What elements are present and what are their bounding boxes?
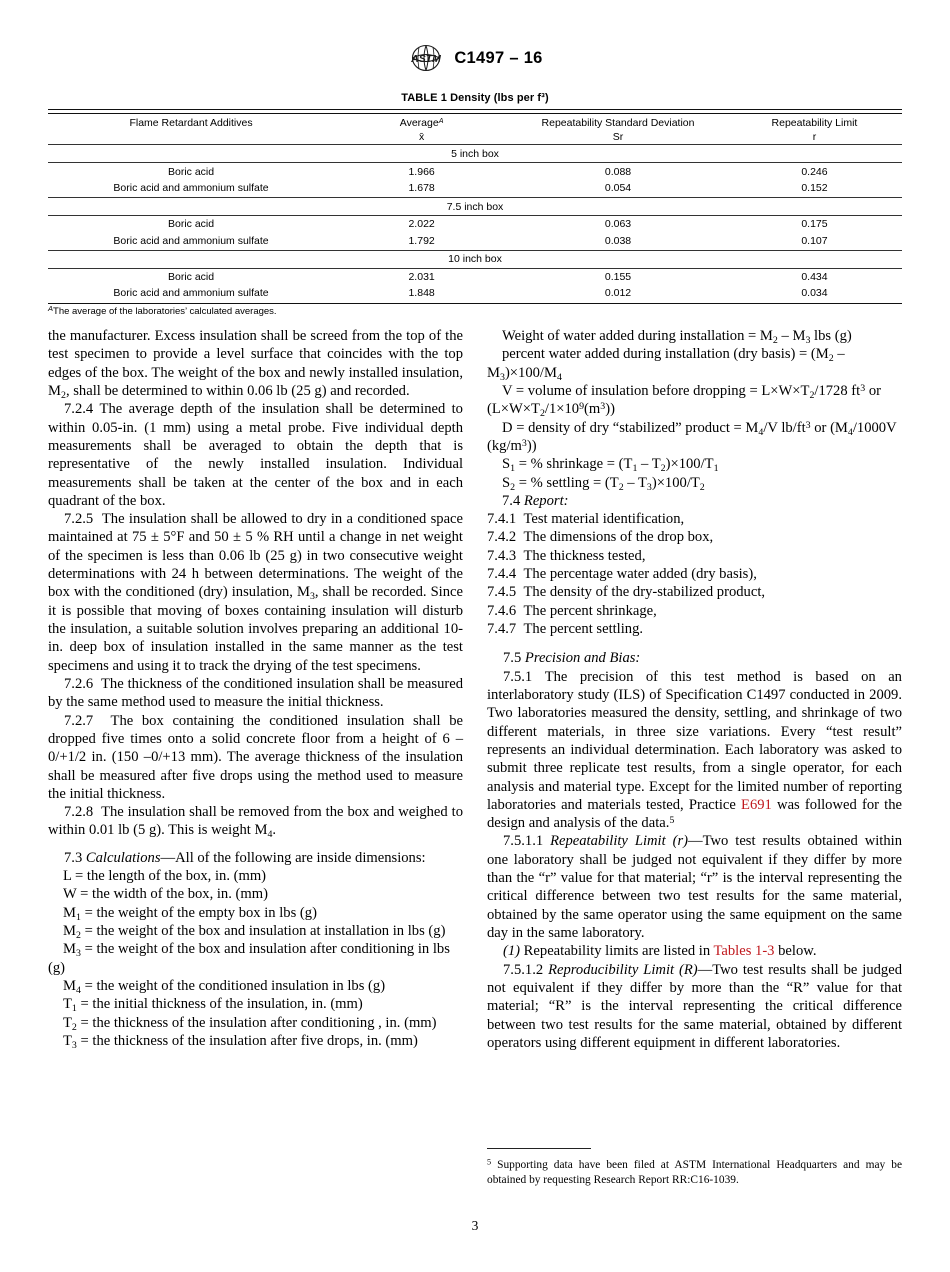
definition-L: L = the length of the box, in. (mm) — [63, 868, 267, 885]
footnote-marker: 5 — [487, 1157, 492, 1167]
table-row — [48, 163, 902, 180]
cell-additive: Boric acid and ammonium sulfate — [113, 181, 269, 194]
definition-M3: $M_3$ = the weight of the box and insulation after conditioning in lbs (g) — [48, 941, 450, 976]
section-7-2-5: 7.2.5 The insulation shall be allowed to dry in a conditioned space maintained at 75 ± 5°F and 50 ± 5 % RH until a change in net weight of the specimen is less than 0.06 lb (25 g) in two consecutive weight determinations with 24 h between determinations. The weight of the box with the conditioned (dry) insulation, $M_3$, shall be recorded. Since it is possible that moving of boxes containing insulation will disturb the insulation, a suitable solution involves preparing an additional 10-in. deep box of insulation installed in the same manner as the test specimens and using it to track the drying of the test specimens. — [48, 511, 464, 674]
cell-sr: 0.063 — [604, 218, 632, 231]
definition-W: W = the width of the box, in. (mm) — [63, 886, 268, 903]
report-item-7-4-2: 7.4.2 The dimensions of the drop box, — [487, 529, 714, 546]
table-footnote — [48, 303, 902, 318]
cell-sr: 0.155 — [604, 271, 632, 283]
definition-T1: $T_1$ = the initial thickness of the insulation, in. (mm) — [63, 996, 363, 1015]
formula-density: D = density of dry “stabilized” product = $M_4/V$ $lb/ft^3$ or ($M_4/1000V$ $(kg/m^3)$) — [487, 419, 897, 454]
table-bottom-rule — [48, 302, 902, 304]
definition-M2: $M_2$ = the weight of the box and insulation at installation in lbs (g) — [63, 923, 446, 941]
report-item-7-4-1: 7.4.1 Test material identification, — [487, 511, 685, 528]
standard-designation: C1497 – 16 — [454, 48, 543, 67]
definition-T3: $T_3$ = the thickness of the insulation after five drops, in. (mm) — [63, 1032, 418, 1051]
section-7-2-6: 7.2.6 The thickness of the conditioned insulation shall be measured by the same method used to measure the initial thickness. — [48, 675, 463, 711]
section-7-3: 7.3 Calculations—All of the following are inside dimensions: — [64, 849, 426, 866]
sub-blank — [48, 131, 334, 144]
formula-shrinkage: $S_1$ = % shrinkage = $(T_1 - T_2)\times 100/T_1$ — [502, 456, 719, 474]
col-header-average: Average$^A$ — [399, 116, 444, 129]
cell-additive: Boric acid — [167, 271, 215, 283]
formula-percent-water: percent water added during installation (dry basis) = $(M_2 - M_3)\times 100/M_4$ — [487, 346, 845, 383]
col-header-sr: Repeatability Standard Deviation — [541, 116, 695, 129]
cell-r: 0.175 — [801, 218, 828, 231]
paragraph-continued: the manufacturer. Excess insulation shall be screed from the top of the test specimen to provide a level surface that coincides with the top edges of the box. The weight of the box and newly installed insulation, $M_2$, shall be determined to within 0.06 lb (25 g) and recorded. — [48, 328, 463, 401]
col-header-additives: Flame Retardant Additives — [129, 116, 253, 129]
repeatability-note-1: (1) Repeatability limits are listed in Tables 1-3 below. — [503, 943, 817, 960]
table-row — [48, 232, 902, 248]
group-label-row — [48, 145, 902, 163]
formula-water-weight: Weight of water added during installation = $M_2 - M_3$ lbs (g) — [502, 328, 852, 346]
svg-text:ASTM: ASTM — [411, 53, 442, 65]
section-7-4-heading: 7.4 Report: — [502, 492, 569, 509]
report-item-7-4-7: 7.4.7 The percent settling. — [487, 621, 644, 637]
page-header — [0, 44, 950, 78]
cell-r: 0.434 — [801, 271, 828, 283]
astm-logo-icon — [407, 44, 445, 72]
body-right-column — [487, 327, 902, 1052]
group-label: 5 inch box — [48, 145, 902, 163]
section-7-5-1-1: 7.5.1.1 Repeatability Limit (r)—Two test results obtained within one laboratory shall be judged not equivalent if they differ by more than the “r” value for that material; “r” is the interval representing the critical difference between two test results for the same material, obtained by the same operator using the same equipment on the same day in the same laboratory. — [487, 833, 902, 941]
group-label-row — [48, 198, 902, 216]
section-7-2-8: 7.2.8 The insulation shall be removed from the box and weighed to within 0.01 lb (5 g). This is weight $M_4$. — [48, 804, 463, 841]
sub-r: r — [812, 130, 817, 143]
cell-average: 1.848 — [408, 287, 435, 300]
table-row — [48, 180, 902, 196]
col-header-r: Repeatability Limit — [771, 116, 858, 129]
report-item-7-4-5: 7.4.5 The density of the dry-stabilized product, — [487, 584, 766, 601]
table-footnote-text: The average of the laboratories’ calculated averages. — [53, 306, 277, 318]
cell-sr: 0.054 — [604, 181, 632, 194]
table-row — [48, 216, 902, 233]
group-label: 7.5 inch box — [48, 198, 902, 216]
report-item-7-4-4: 7.4.4 The percentage water added (dry basis), — [487, 566, 757, 583]
cell-r: 0.107 — [801, 234, 828, 247]
page-number: 3 — [471, 1218, 479, 1233]
sub-sr: Sr — [612, 130, 624, 143]
footnote-separator — [487, 1148, 591, 1149]
link-e691[interactable]: E691 — [741, 796, 772, 813]
definition-M4: $M_4$ = the weight of the conditioned insulation in lbs (g) — [63, 977, 386, 996]
table-1-container — [48, 92, 902, 318]
table-title: TABLE 1 Density (lbs per f³) — [401, 92, 549, 104]
cell-additive: Boric acid and ammonium sulfate — [113, 287, 269, 300]
cell-sr: 0.012 — [604, 287, 632, 300]
sub-xbar: x̄ — [418, 130, 425, 143]
section-7-2-4: 7.2.4 The average depth of the insulation shall be determined to within 0.05-in. (1 mm) using a metal probe. Five individual depth measurements shall be averaged to obtain the depth that is representative of the newly installed insulation. Individual measurements shall be taken at the center of the box and in each quadrant of the box. — [48, 401, 463, 509]
table-row — [48, 285, 902, 301]
definition-T2: $T_2$ = the thickness of the insulation after conditioning , in. (mm) — [63, 1014, 437, 1033]
formula-settling: $S_2$ = % settling = $(T_2 - T_3)\times 100/T_2$ — [502, 474, 705, 493]
cell-average: 1.792 — [408, 234, 435, 247]
group-label: 10 inch box — [48, 250, 902, 268]
table-subheader-row — [48, 131, 902, 144]
cell-r: 0.152 — [801, 181, 828, 194]
section-7-5-1: 7.5.1 The precision of this test method is based on an interlaboratory study (ILS) of Specification C1497 conducted in 2009. Two laboratories measured the density, settling, and shrinkage of two different materials, in three size variations. Every “test result” represents an individual determination. Each laboratory was asked to submit three replicate test results, from a single operator, for each analysis and material type. Except for the limited number of reporting laboratories and materials tested, Practice E691 was followed for the design and analysis of the data.$^5$ — [487, 668, 903, 832]
table-row — [48, 268, 902, 285]
cell-sr: 0.088 — [604, 165, 632, 178]
cell-average: 2.031 — [408, 271, 435, 283]
section-7-5-1-2: 7.5.1.2 Reproducibility Limit (R)—Two test results shall be judged not equivalent if they differ by more than the “R” value for that material; “R” is the interval representing the critical difference between two test results for the same material, obtained by different operators using different equipment in different laboratories. — [487, 961, 902, 1051]
body-left-column — [48, 327, 463, 1050]
report-item-7-4-6: 7.4.6 The percent shrinkage, — [487, 602, 657, 619]
page-footnote — [487, 1158, 902, 1188]
section-7-2-7: 7.2.7 The box containing the conditioned insulation shall be dropped five times onto a solid concrete floor from a height of 6 –0/+1/2 in. (150 –0/+13 mm). The average thickness of the insulation shall be measured after five drops using the method used to measure the initial thickness. — [48, 712, 464, 802]
formula-volume: V = volume of insulation before dropping = $L\times W\times T_2/1728$ $ft^3$ or $(L\times W\times T_2/1\times 10^9(m^3))$ — [487, 382, 881, 420]
group-label-row — [48, 250, 902, 268]
cell-additive: Boric acid and ammonium sulfate — [113, 234, 269, 247]
cell-average: 1.966 — [408, 165, 435, 178]
cell-sr: 0.038 — [604, 234, 632, 247]
definition-M1: $M_1$ = the weight of the empty box in lbs (g) — [63, 904, 317, 923]
table-header-row — [48, 113, 902, 131]
link-tables-1-3[interactable]: Tables 1-3 — [713, 943, 775, 960]
cell-r: 0.034 — [801, 287, 828, 300]
cell-additive: Boric acid — [167, 218, 215, 231]
density-table — [48, 109, 902, 304]
cell-additive: Boric acid — [167, 165, 215, 178]
table-footnote-marker: A — [48, 303, 54, 313]
report-item-7-4-3: 7.4.3 The thickness tested, — [487, 547, 646, 564]
footnote-text: Supporting data have been filed at ASTM International Headquarters and may be obtained by requesting Research Report RR:C16-1039. — [487, 1159, 902, 1186]
cell-r: 0.246 — [801, 165, 828, 178]
cell-average: 1.678 — [408, 181, 435, 194]
cell-average: 2.022 — [408, 218, 435, 231]
section-7-5-heading: 7.5 Precision and Bias: — [503, 650, 641, 667]
